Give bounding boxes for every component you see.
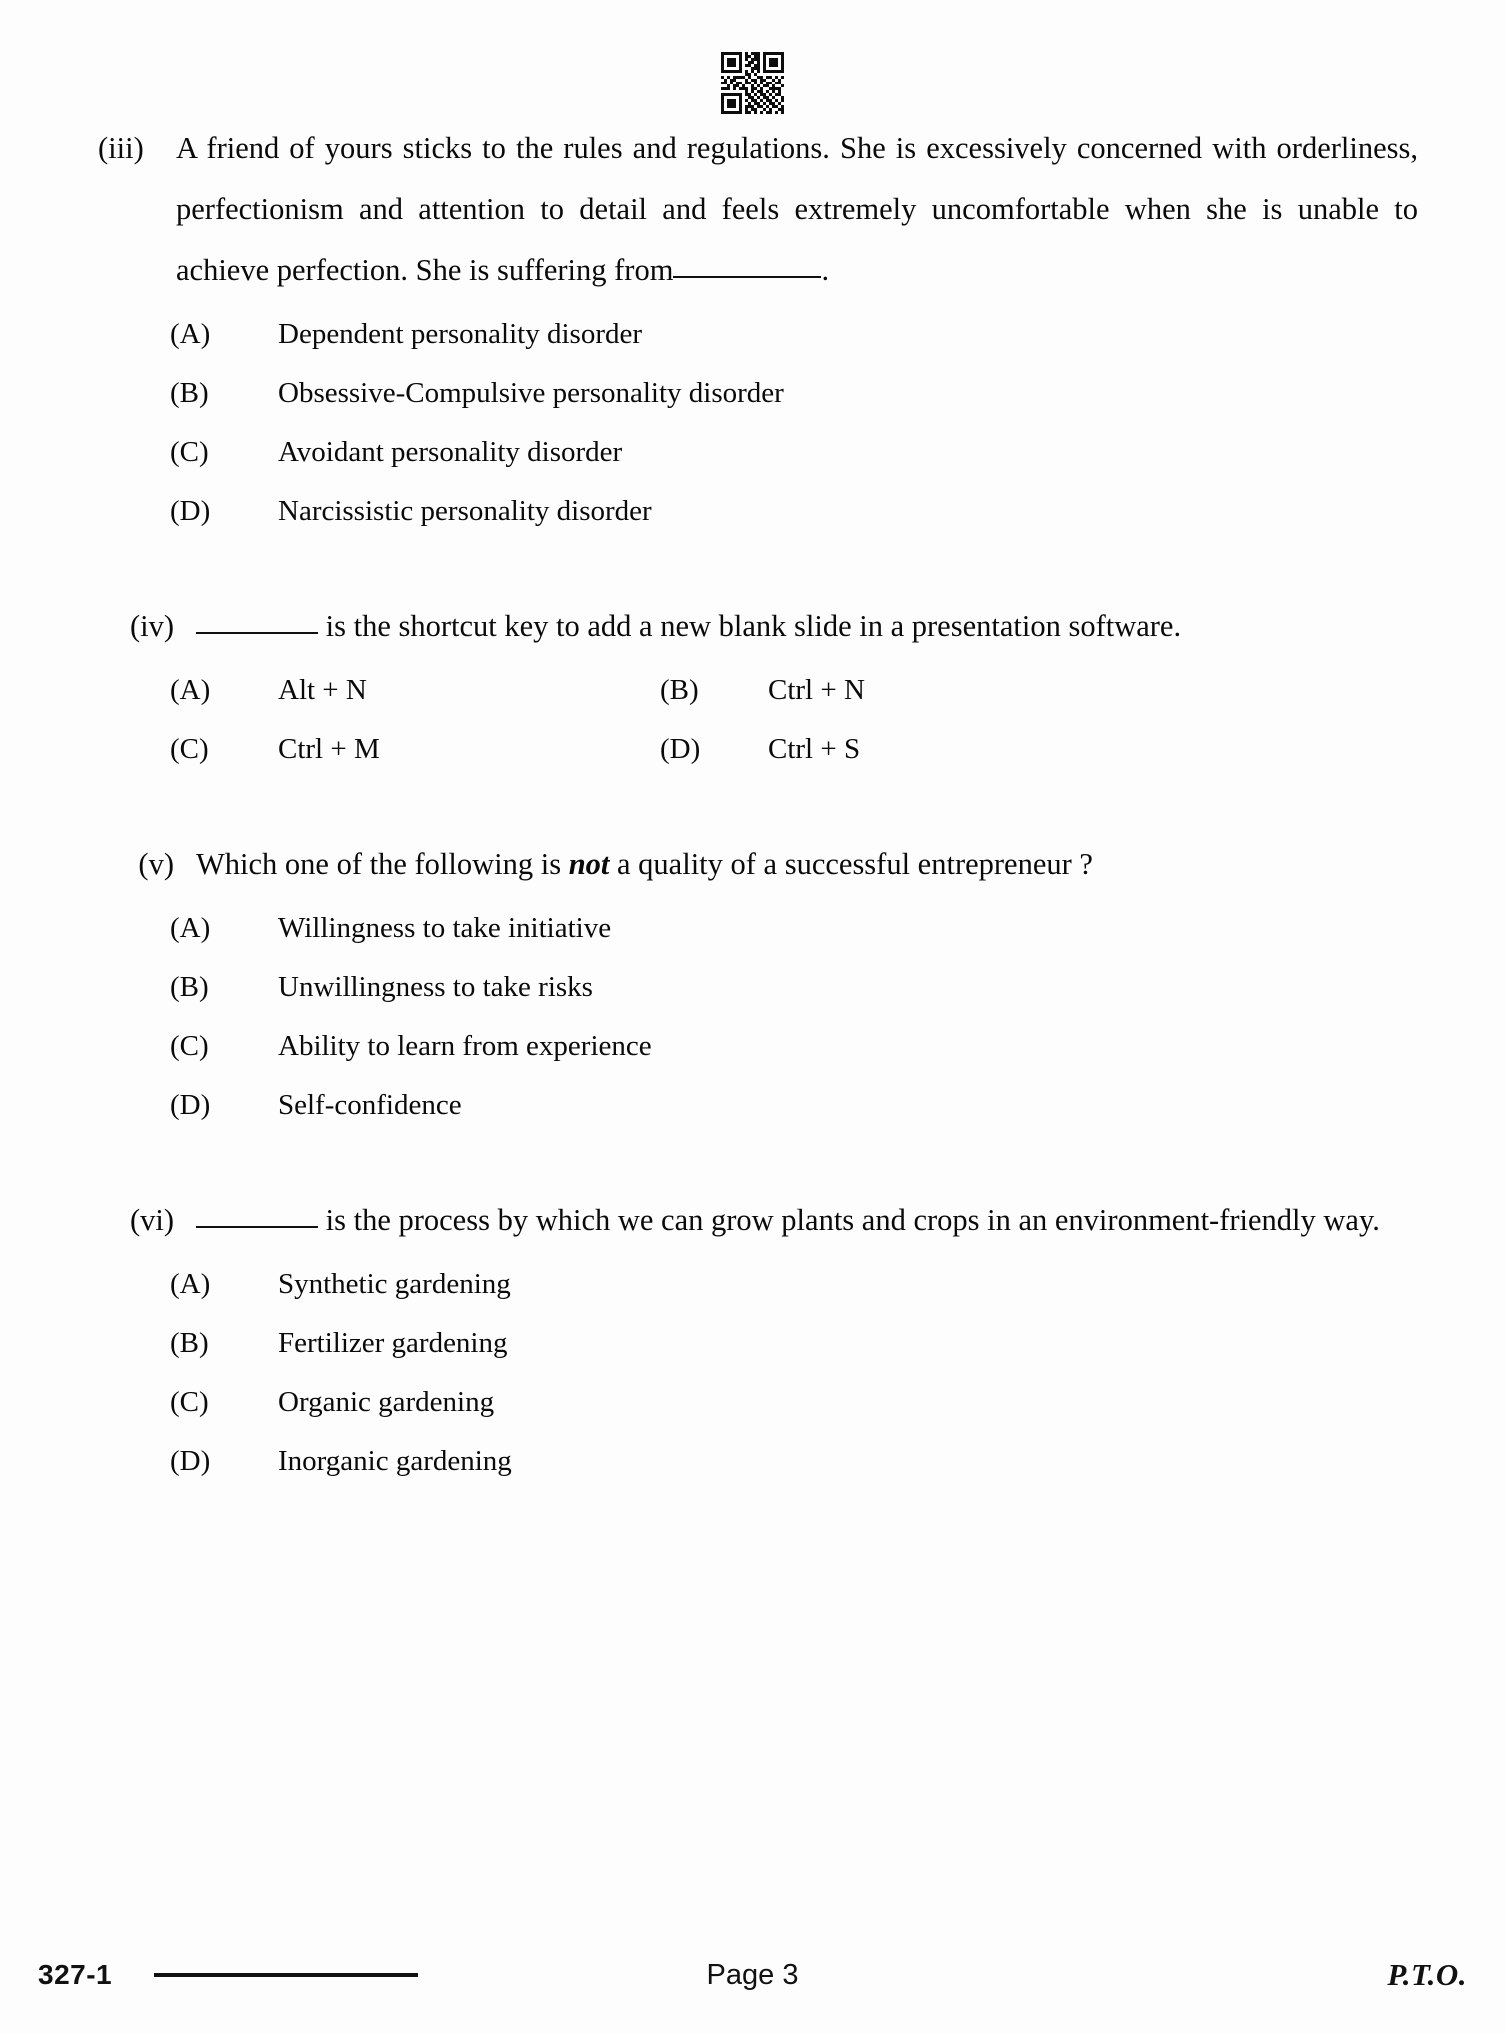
pto-label: P.T.O. bbox=[1387, 1957, 1467, 1992]
question-vi bbox=[98, 1190, 1418, 1251]
question-iii bbox=[98, 118, 1418, 301]
option-text: Inorganic gardening bbox=[278, 1445, 512, 1477]
question-stem bbox=[196, 1190, 1418, 1251]
option-letter: (C) bbox=[170, 436, 209, 468]
question-stem-post: a quality of a successful entrepreneur ? bbox=[617, 847, 1093, 881]
option-row[interactable] bbox=[98, 1017, 1418, 1076]
option-text: Ability to learn from experience bbox=[278, 1030, 652, 1062]
answer-blank[interactable] bbox=[196, 1226, 318, 1228]
question-number: (iv) bbox=[129, 609, 174, 643]
qr-code-container bbox=[0, 52, 1505, 114]
question-stem-tail: . bbox=[821, 253, 830, 287]
option-letter: (A) bbox=[170, 1268, 211, 1300]
option-text: Willingness to take initiative bbox=[278, 912, 612, 944]
option-text: Narcissistic personality disorder bbox=[278, 495, 652, 527]
option-text: Synthetic gardening bbox=[278, 1268, 511, 1300]
option-text: Ctrl + M bbox=[278, 733, 380, 765]
question-list bbox=[98, 118, 1418, 1491]
page-number: Page 3 bbox=[706, 1958, 799, 1991]
option-row[interactable] bbox=[98, 958, 1418, 1017]
option-cell[interactable] bbox=[660, 661, 865, 720]
option-letter: (B) bbox=[170, 377, 209, 409]
answer-blank[interactable] bbox=[673, 276, 821, 278]
question-stem bbox=[196, 834, 1418, 895]
option-row[interactable] bbox=[98, 661, 1418, 720]
option-letter: (C) bbox=[170, 1386, 209, 1418]
option-letter: (D) bbox=[170, 1445, 211, 1477]
option-letter: (A) bbox=[170, 912, 211, 944]
option-letter: (A) bbox=[170, 318, 211, 350]
option-row[interactable] bbox=[98, 364, 1418, 423]
option-row[interactable] bbox=[98, 899, 1418, 958]
option-letter: (A) bbox=[170, 674, 211, 706]
option-row[interactable] bbox=[98, 1373, 1418, 1432]
qr-code-icon bbox=[721, 52, 784, 114]
option-letter: (D) bbox=[170, 1089, 211, 1121]
paper-code: 327-1 bbox=[38, 1959, 113, 1990]
option-text: Dependent personality disorder bbox=[278, 318, 643, 350]
question-number: (vi) bbox=[129, 1203, 174, 1237]
option-text: Unwillingness to take risks bbox=[278, 971, 593, 1003]
option-text: Self-confidence bbox=[278, 1089, 462, 1121]
option-row[interactable] bbox=[98, 305, 1418, 364]
question-stem-text: is the shortcut key to add a new blank slide in a presentation software. bbox=[325, 609, 1182, 643]
question-stem-pre: Which one of the following is bbox=[196, 847, 562, 881]
question-v bbox=[98, 834, 1418, 895]
question-iv bbox=[98, 596, 1418, 657]
option-row[interactable] bbox=[98, 720, 1418, 779]
option-row[interactable] bbox=[98, 423, 1418, 482]
options-iii bbox=[98, 305, 1418, 541]
option-row[interactable] bbox=[98, 1314, 1418, 1373]
option-letter: (D) bbox=[170, 495, 211, 527]
option-text: Ctrl + S bbox=[768, 733, 861, 765]
question-number: (iii) bbox=[98, 131, 144, 165]
option-text: Ctrl + N bbox=[768, 674, 865, 706]
spacer bbox=[98, 779, 1418, 834]
options-iv bbox=[98, 661, 1418, 779]
option-text: Avoidant personality disorder bbox=[278, 436, 623, 468]
option-row[interactable] bbox=[98, 1255, 1418, 1314]
option-cell[interactable] bbox=[660, 720, 860, 779]
options-v bbox=[98, 899, 1418, 1135]
option-letter: (C) bbox=[170, 1030, 209, 1062]
option-row[interactable] bbox=[98, 1432, 1418, 1491]
option-letter: (C) bbox=[170, 733, 209, 765]
option-letter: (B) bbox=[170, 971, 209, 1003]
option-cell[interactable] bbox=[170, 720, 660, 779]
page-footer bbox=[38, 1952, 1467, 1998]
option-text: Obsessive-Compulsive personality disorder bbox=[278, 377, 784, 409]
spacer bbox=[98, 1135, 1418, 1190]
options-vi bbox=[98, 1255, 1418, 1491]
option-text: Organic gardening bbox=[278, 1386, 495, 1418]
option-letter: (B) bbox=[660, 674, 699, 706]
spacer bbox=[98, 541, 1418, 596]
option-text: Fertilizer gardening bbox=[278, 1327, 508, 1359]
option-cell[interactable] bbox=[170, 661, 660, 720]
option-row[interactable] bbox=[98, 482, 1418, 541]
question-stem bbox=[196, 596, 1418, 657]
question-stem bbox=[176, 118, 1418, 301]
question-stem-text: A friend of yours sticks to the rules and regulations. She is excessively concerned with orderliness, perfectionism and attention to detail and feels extremely uncomfortable when she is unable to achieve perfection. She is suffering from bbox=[176, 131, 1418, 287]
option-letter: (B) bbox=[170, 1327, 209, 1359]
answer-blank[interactable] bbox=[196, 632, 318, 634]
question-stem-emphasis: not bbox=[568, 847, 610, 881]
question-number: (v) bbox=[138, 847, 174, 881]
question-stem-text: is the process by which we can grow plants and crops in an environment-friendly way. bbox=[325, 1203, 1380, 1237]
option-letter: (D) bbox=[660, 733, 701, 765]
option-text: Alt + N bbox=[278, 674, 367, 706]
option-row[interactable] bbox=[98, 1076, 1418, 1135]
